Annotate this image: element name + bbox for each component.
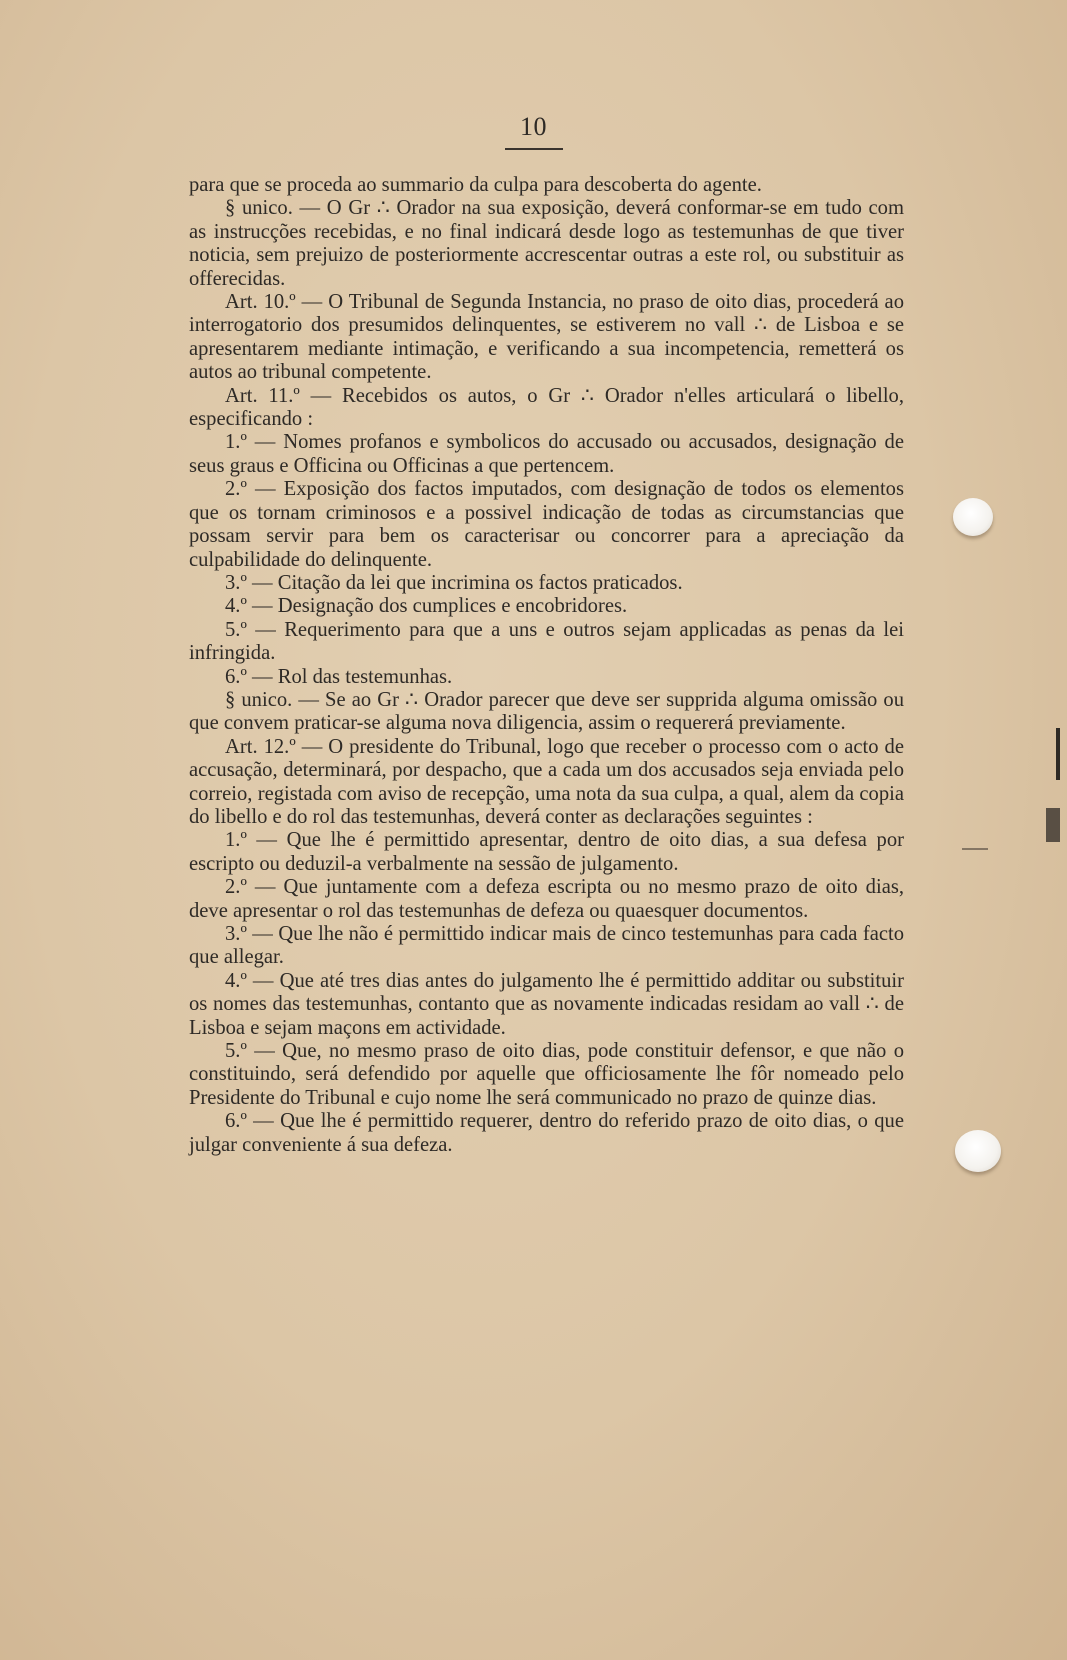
paragraph: 5.º — Que, no mesmo praso de oito dias, pode constituir defensor, e que não o constituindo, será defendido por aquelle que officiosamente lhe fôr nomeado pelo Presidente do Tribunal e cujo nome lhe será communicado no prazo de quinze dias. xyxy=(189,1040,904,1109)
paragraph: 3.º — Que lhe não é permittido indicar mais de cinco testemunhas para cada facto que allegar. xyxy=(189,923,904,969)
edge-ink-mark xyxy=(1046,808,1060,842)
paragraph: 5.º — Requerimento para que a uns e outros sejam applicadas as penas da lei infringida. xyxy=(189,618,904,665)
paragraph: 3.º — Citação da lei que incrimina os factos praticados. xyxy=(225,571,683,594)
paragraph: Art. 12.º — O presidente do Tribunal, logo que receber o processo com o acto de accusação, determinará, por despacho, que a cada um dos accusados seja enviada pelo correio, registada com aviso de recepção, uma nota da sua culpa, a qual, alem da copia do libello e do rol das testemunhas, deverá conter as declarações seguintes : xyxy=(189,735,904,828)
margin-smudge xyxy=(962,848,988,850)
paragraph: 4.º — Que até tres dias antes do julgamento lhe é permittido additar ou substituir os nomes das testemunhas, contanto que as novamente indicadas residam ao vall ∴ de Lisboa e sejam maçons em actividade. xyxy=(189,969,904,1039)
punch-hole xyxy=(955,1130,1001,1172)
paragraph: 6.º — Que lhe é permittido requerer, dentro do referido prazo de oito dias, o que julgar conveniente á sua defeza. xyxy=(189,1110,904,1156)
paragraph: 2.º — Que juntamente com a defeza escripta ou no mesmo prazo de oito dias, deve apresentar o rol das testemunhas de defeza ou quaesquer documentos. xyxy=(189,876,904,922)
page-number-rule xyxy=(505,148,563,150)
paragraph: Art. 10.º — O Tribunal de Segunda Instancia, no praso de oito dias, procederá ao interrogatorio dos presumidos delinquentes, se estiverem no vall ∴ de Lisboa e se apresentarem mediante intimação, e verificando a sua incompetencia, remetterá os autos ao tribunal competente. xyxy=(189,291,904,384)
paragraph: 4.º — Designação dos cumplices e encobridores. xyxy=(225,595,628,618)
punch-hole xyxy=(953,498,993,536)
paragraph: 2.º — Exposição dos factos imputados, com designação de todos os elementos que os tornam criminosos e a possivel indicação de todas as circumstancias que possam servir para bem os caracterisar ou concorrer para a apreciação da culpabilidade do delinquente. xyxy=(189,478,904,571)
paragraph: para que se proceda ao summario da culpa para descoberta do agente. xyxy=(189,174,762,196)
paragraph: 1.º — Que lhe é permittido apresentar, dentro de oito dias, a sua defesa por escripto ou deduzil-a verbalmente na sessão de julgamento. xyxy=(189,829,904,875)
paragraph: 6.º — Rol das testemunhas. xyxy=(225,665,453,688)
page-number: 10 xyxy=(520,112,547,141)
paragraph: 1.º — Nomes profanos e symbolicos do accusado ou accusados, designação de seus graus e Officina ou Officinas a que pertencem. xyxy=(189,431,904,477)
paragraph: § unico. — Se ao Gr ∴ Orador parecer que deve ser supprida alguma omissão ou que convem praticar-se alguma nova diligencia, assim o requererá previamente. xyxy=(189,688,904,735)
paragraph: § unico. — O Gr ∴ Orador na sua exposição, deverá conformar-se em tudo com as instrucções recebidas, e no final indicará desde logo as testemunhas de que tiver noticia, sem prejuizo de posteriormente accrescentar outras a este rol, ou substituir as offerecidas. xyxy=(189,197,904,290)
body-text xyxy=(189,174,904,1157)
paragraph: Art. 11.º — Recebidos os autos, o Gr ∴ Orador n'elles articulará o libello, especificando : xyxy=(189,384,904,431)
edge-ink-mark xyxy=(1056,728,1060,780)
